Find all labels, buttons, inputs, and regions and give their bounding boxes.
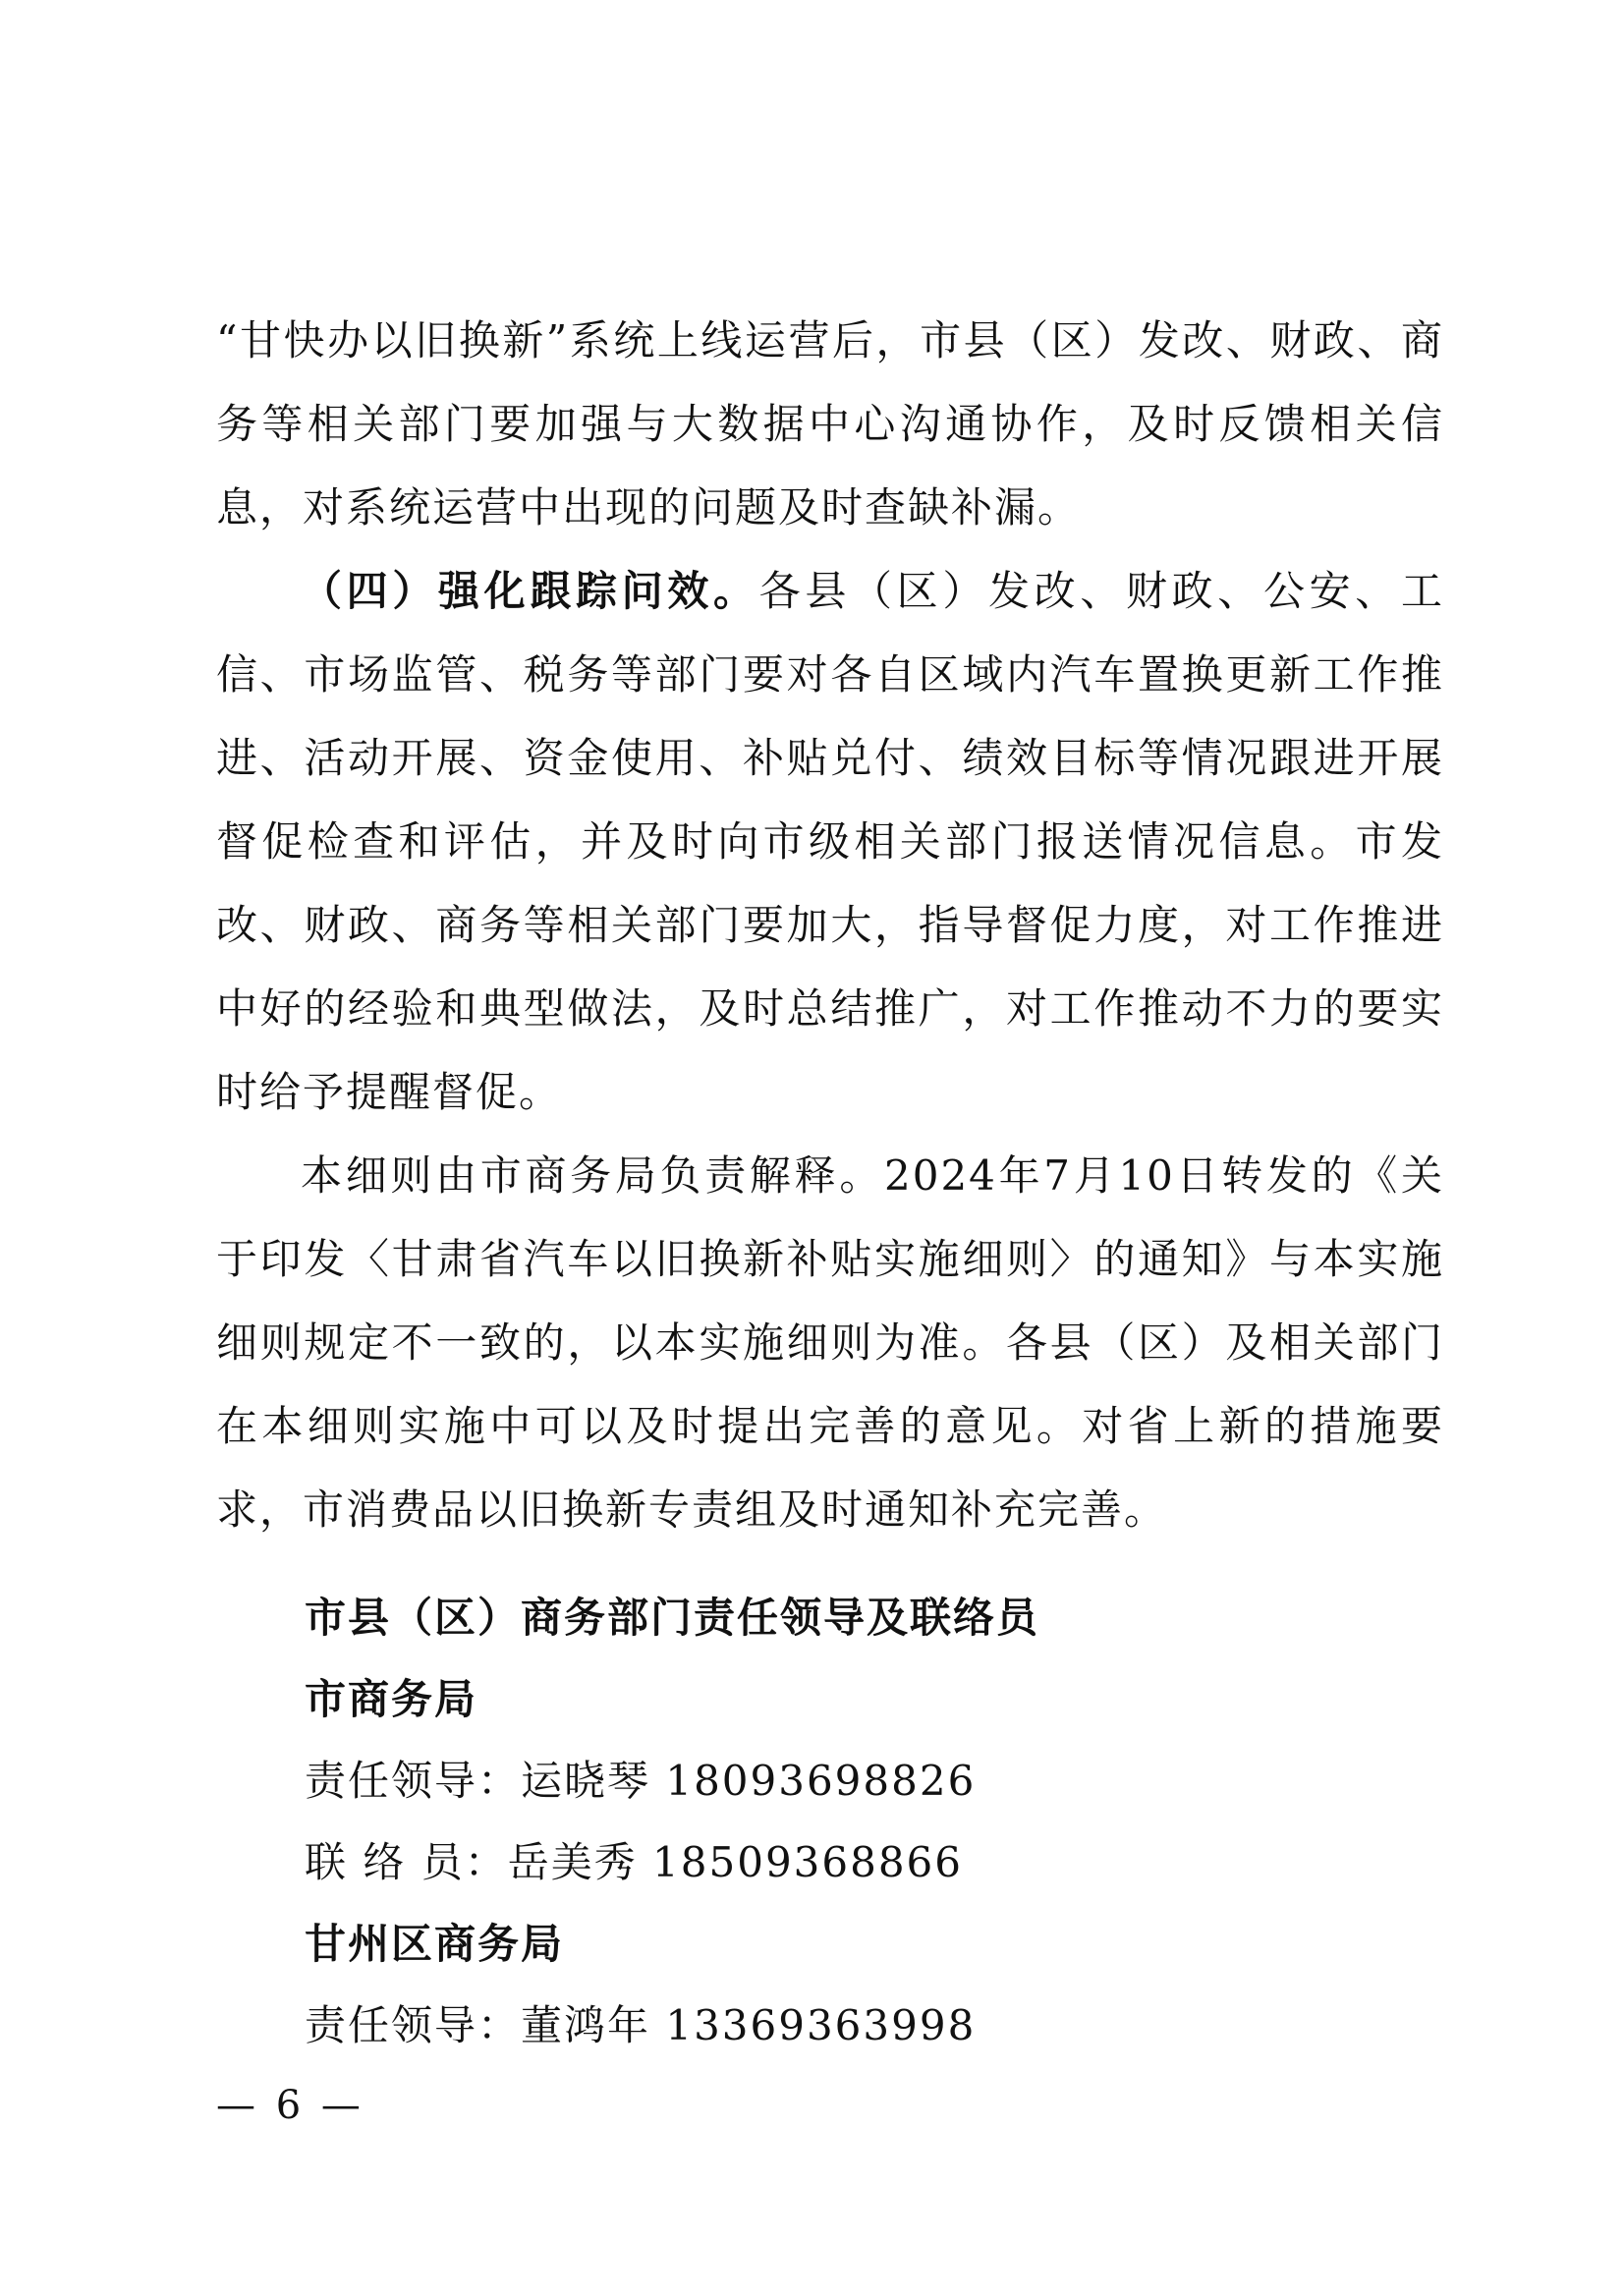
contact-leader: 责任领导：运晓琴 18093698826 (305, 1757, 977, 1805)
contact-leader: 责任领导：董鸿年 13369363998 (305, 2001, 977, 2049)
paragraph-interpretation (216, 1134, 1444, 1551)
paragraph-system-operation (216, 299, 1444, 549)
contact-liaison: 联 络 员：岳美秀 18509368866 (305, 1838, 963, 1886)
org-city-commerce-bureau: 市商务局 (305, 1675, 478, 1723)
body-text (216, 299, 1444, 1551)
paragraph-text: 本细则由市商务局负责解释。2024年7月10日转发的《关于印发〈甘肃省汽车以旧换新补贴实施细则〉的通知》与本实施细则规定不一致的，以本实施细则为准。各县（区）及相关部门在本细则实施中可以及时提出完善的意见。对省上新的措施要求，市消费品以旧换新专责组及时通知补充完善。 (216, 1151, 1444, 1534)
org-ganzhou-commerce-bureau: 甘州区商务局 (305, 1920, 565, 1968)
paragraph-text: 各县（区）发改、财政、公安、工信、市场监管、税务等部门要对各自区域内汽车置换更新工作推进、活动开展、资金使用、补贴兑付、绩效目标等情况跟进开展督促检查和评估，并及时向市级相关部门报送情况信息。市发改、财政、商务等相关部门要加大，指导督促力度，对工作推进中好的经验和典型做法，及时总结推广，对工作推动不力的要实时给予提醒督促。 (216, 567, 1444, 1116)
section-heading: （四）强化跟踪问效。 (301, 567, 759, 615)
paragraph-tracking-accountability (216, 549, 1444, 1134)
contact-list-title: 市县（区）商务部门责任领导及联络员 (305, 1594, 1040, 1642)
paragraph-text: “甘快办以旧换新”系统上线运营后，市县（区）发改、财政、商务等相关部门要加强与大数据中心沟通协作，及时反馈相关信息，对系统运营中出现的问题及时查缺补漏。 (216, 316, 1444, 532)
page-number: — 6 — (216, 2083, 364, 2128)
contact-list (305, 1577, 1385, 2066)
